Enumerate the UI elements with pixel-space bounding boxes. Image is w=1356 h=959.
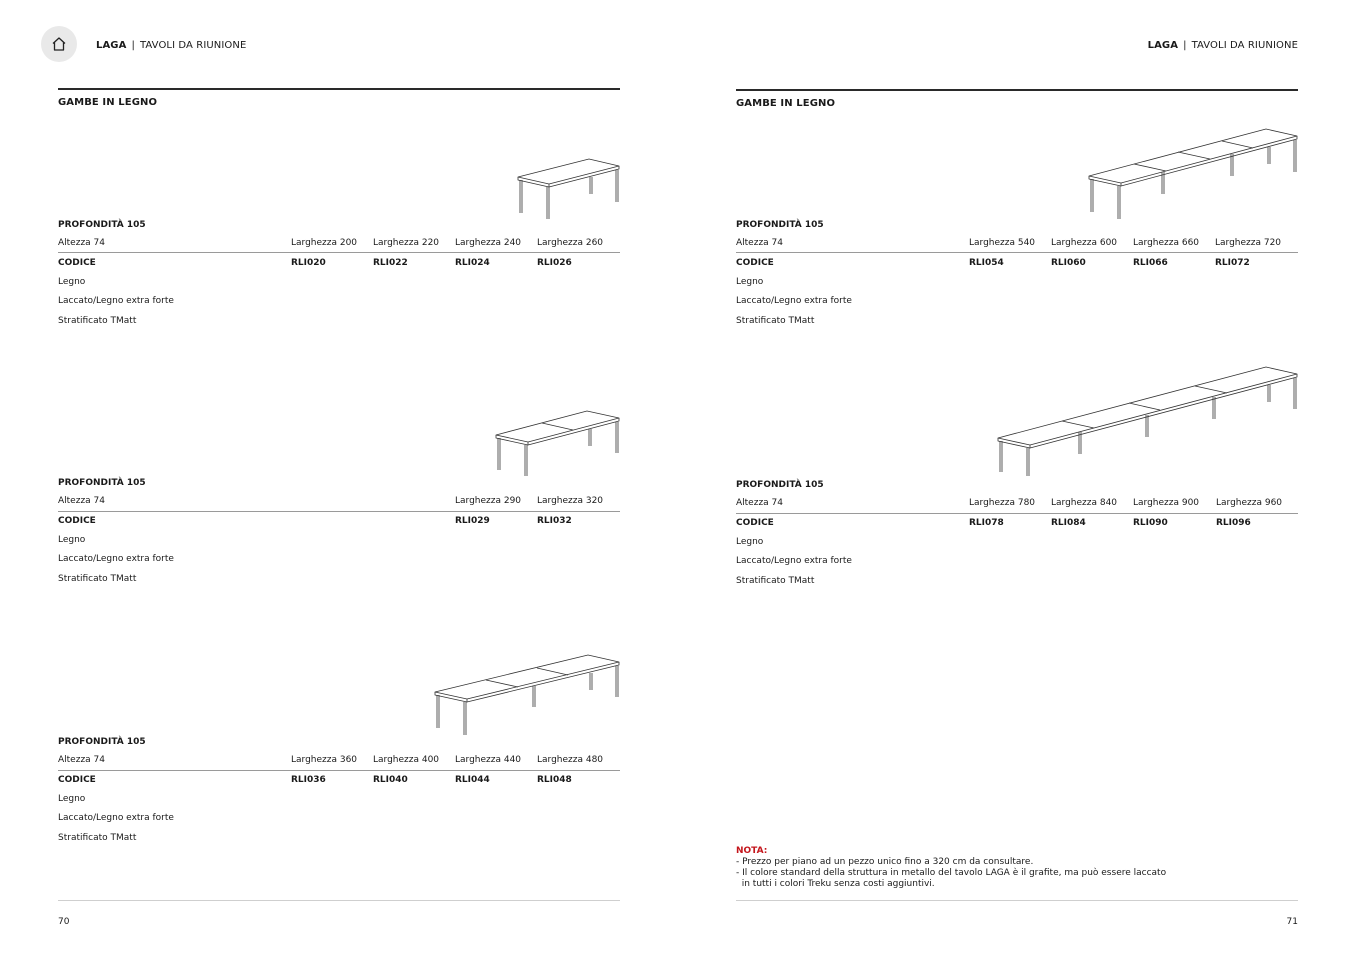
table-illustration <box>493 408 625 478</box>
section-title: GAMBE IN LEGNO <box>736 98 836 109</box>
code-row <box>736 258 1298 277</box>
code-cell: RLI084 <box>1051 518 1086 528</box>
header-category: TAVOLI DA RIUNIONE <box>1191 40 1298 51</box>
finish-row <box>736 537 1298 556</box>
code-label: CODICE <box>58 775 96 785</box>
header-left <box>96 40 246 51</box>
table-illustration <box>1086 126 1302 221</box>
code-cell: RLI020 <box>291 258 326 268</box>
code-cell: RLI032 <box>537 516 572 526</box>
width-cell: Larghezza 480 <box>537 755 604 765</box>
depth-label: PROFONDITÀ 105 <box>736 480 824 490</box>
finish-row <box>736 556 1298 575</box>
code-cell: RLI022 <box>373 258 408 268</box>
section-title: GAMBE IN LEGNO <box>58 97 158 108</box>
finish-label: Legno <box>736 537 764 547</box>
finish-label: Stratificato TMatt <box>58 316 137 326</box>
row-divider <box>58 770 620 771</box>
header-right <box>1148 40 1298 51</box>
width-cell: Larghezza 360 <box>291 755 358 765</box>
finish-label: Legno <box>58 794 86 804</box>
width-row <box>58 238 620 257</box>
height-label: Altezza 74 <box>58 755 105 765</box>
finish-label: Stratificato TMatt <box>736 316 815 326</box>
width-cell: Larghezza 900 <box>1133 498 1200 508</box>
note-line: in tutti i colori Treku senza costi aggiuntivi. <box>736 879 935 889</box>
finish-row <box>58 554 620 573</box>
code-cell: RLI090 <box>1133 518 1168 528</box>
code-cell: RLI024 <box>455 258 490 268</box>
width-row <box>736 238 1298 257</box>
home-button[interactable] <box>41 26 77 62</box>
width-cell: Larghezza 780 <box>969 498 1036 508</box>
finish-row <box>58 813 620 832</box>
home-icon <box>51 36 67 52</box>
finish-label: Stratificato TMatt <box>736 576 815 586</box>
header-brand: LAGA <box>1147 40 1179 51</box>
height-label: Altezza 74 <box>736 238 783 248</box>
table-illustration <box>515 156 625 222</box>
height-label: Altezza 74 <box>58 496 105 506</box>
header-separator: | <box>131 40 135 51</box>
finish-row <box>736 316 1298 335</box>
section-rule <box>736 89 1298 91</box>
finish-label: Laccato/Legno extra forte <box>736 556 852 566</box>
table-illustration <box>432 652 624 738</box>
row-divider <box>736 513 1298 514</box>
finish-row <box>58 833 620 852</box>
note-title: NOTA: <box>736 846 768 856</box>
height-label: Altezza 74 <box>736 498 783 508</box>
code-label: CODICE <box>736 258 774 268</box>
finish-label: Legno <box>58 535 86 545</box>
code-cell: RLI040 <box>373 775 408 785</box>
width-cell: Larghezza 960 <box>1216 498 1283 508</box>
finish-row <box>736 277 1298 296</box>
width-cell: Larghezza 290 <box>455 496 522 506</box>
table-illustration <box>995 364 1302 478</box>
width-cell: Larghezza 540 <box>969 238 1036 248</box>
finish-label: Legno <box>736 277 764 287</box>
finish-row <box>58 535 620 554</box>
finish-label: Laccato/Legno extra forte <box>736 296 852 306</box>
width-row <box>58 496 620 515</box>
finish-row <box>736 296 1298 315</box>
note <box>736 846 1166 890</box>
code-cell: RLI029 <box>455 516 490 526</box>
finish-row <box>736 576 1298 595</box>
row-divider <box>736 252 1298 253</box>
code-cell: RLI060 <box>1051 258 1086 268</box>
code-cell: RLI048 <box>537 775 572 785</box>
code-cell: RLI036 <box>291 775 326 785</box>
width-cell: Larghezza 600 <box>1051 238 1118 248</box>
finish-label: Laccato/Legno extra forte <box>58 813 174 823</box>
finish-label: Stratificato TMatt <box>58 833 137 843</box>
code-row <box>58 775 620 794</box>
height-label: Altezza 74 <box>58 238 105 248</box>
header-category: TAVOLI DA RIUNIONE <box>139 40 247 51</box>
code-label: CODICE <box>736 518 774 528</box>
finish-row <box>58 296 620 315</box>
code-cell: RLI054 <box>969 258 1004 268</box>
code-row <box>58 258 620 277</box>
note-line: - Prezzo per piano ad un pezzo unico fino a 320 cm da consultare. <box>736 857 1034 867</box>
width-row <box>736 498 1298 517</box>
code-row <box>58 516 620 535</box>
width-cell: Larghezza 240 <box>455 238 522 248</box>
width-cell: Larghezza 840 <box>1051 498 1118 508</box>
depth-label: PROFONDITÀ 105 <box>58 478 146 488</box>
code-cell: RLI026 <box>537 258 572 268</box>
row-divider <box>58 252 620 253</box>
row-divider <box>58 511 620 512</box>
depth-label: PROFONDITÀ 105 <box>736 220 824 230</box>
header-brand: LAGA <box>96 40 127 51</box>
width-cell: Larghezza 200 <box>291 238 358 248</box>
finish-label: Laccato/Legno extra forte <box>58 554 174 564</box>
width-cell: Larghezza 220 <box>373 238 440 248</box>
depth-label: PROFONDITÀ 105 <box>58 220 146 230</box>
width-cell: Larghezza 400 <box>373 755 440 765</box>
footer-rule <box>58 900 620 901</box>
width-cell: Larghezza 720 <box>1215 238 1282 248</box>
finish-label: Laccato/Legno extra forte <box>58 296 174 306</box>
width-cell: Larghezza 660 <box>1133 238 1200 248</box>
width-cell: Larghezza 440 <box>455 755 522 765</box>
code-cell: RLI078 <box>969 518 1004 528</box>
finish-label: Legno <box>58 277 86 287</box>
code-label: CODICE <box>58 258 96 268</box>
finish-row <box>58 277 620 296</box>
code-cell: RLI044 <box>455 775 490 785</box>
depth-label: PROFONDITÀ 105 <box>58 737 146 747</box>
code-label: CODICE <box>58 516 96 526</box>
header-separator: | <box>1183 40 1187 51</box>
finish-row <box>58 794 620 813</box>
page-number: 70 <box>58 917 70 927</box>
finish-row <box>58 574 620 593</box>
width-row <box>58 755 620 774</box>
note-line: - Il colore standard della struttura in metallo del tavolo LAGA è il grafite, ma può essere laccato <box>736 868 1167 878</box>
page-number: 71 <box>1286 917 1298 927</box>
finish-label: Stratificato TMatt <box>58 574 137 584</box>
code-row <box>736 518 1298 537</box>
footer-rule <box>736 900 1298 901</box>
code-cell: RLI096 <box>1216 518 1251 528</box>
width-cell: Larghezza 260 <box>537 238 604 248</box>
code-cell: RLI066 <box>1133 258 1168 268</box>
finish-row <box>58 316 620 335</box>
code-cell: RLI072 <box>1215 258 1250 268</box>
section-rule <box>58 88 620 90</box>
width-cell: Larghezza 320 <box>537 496 604 506</box>
